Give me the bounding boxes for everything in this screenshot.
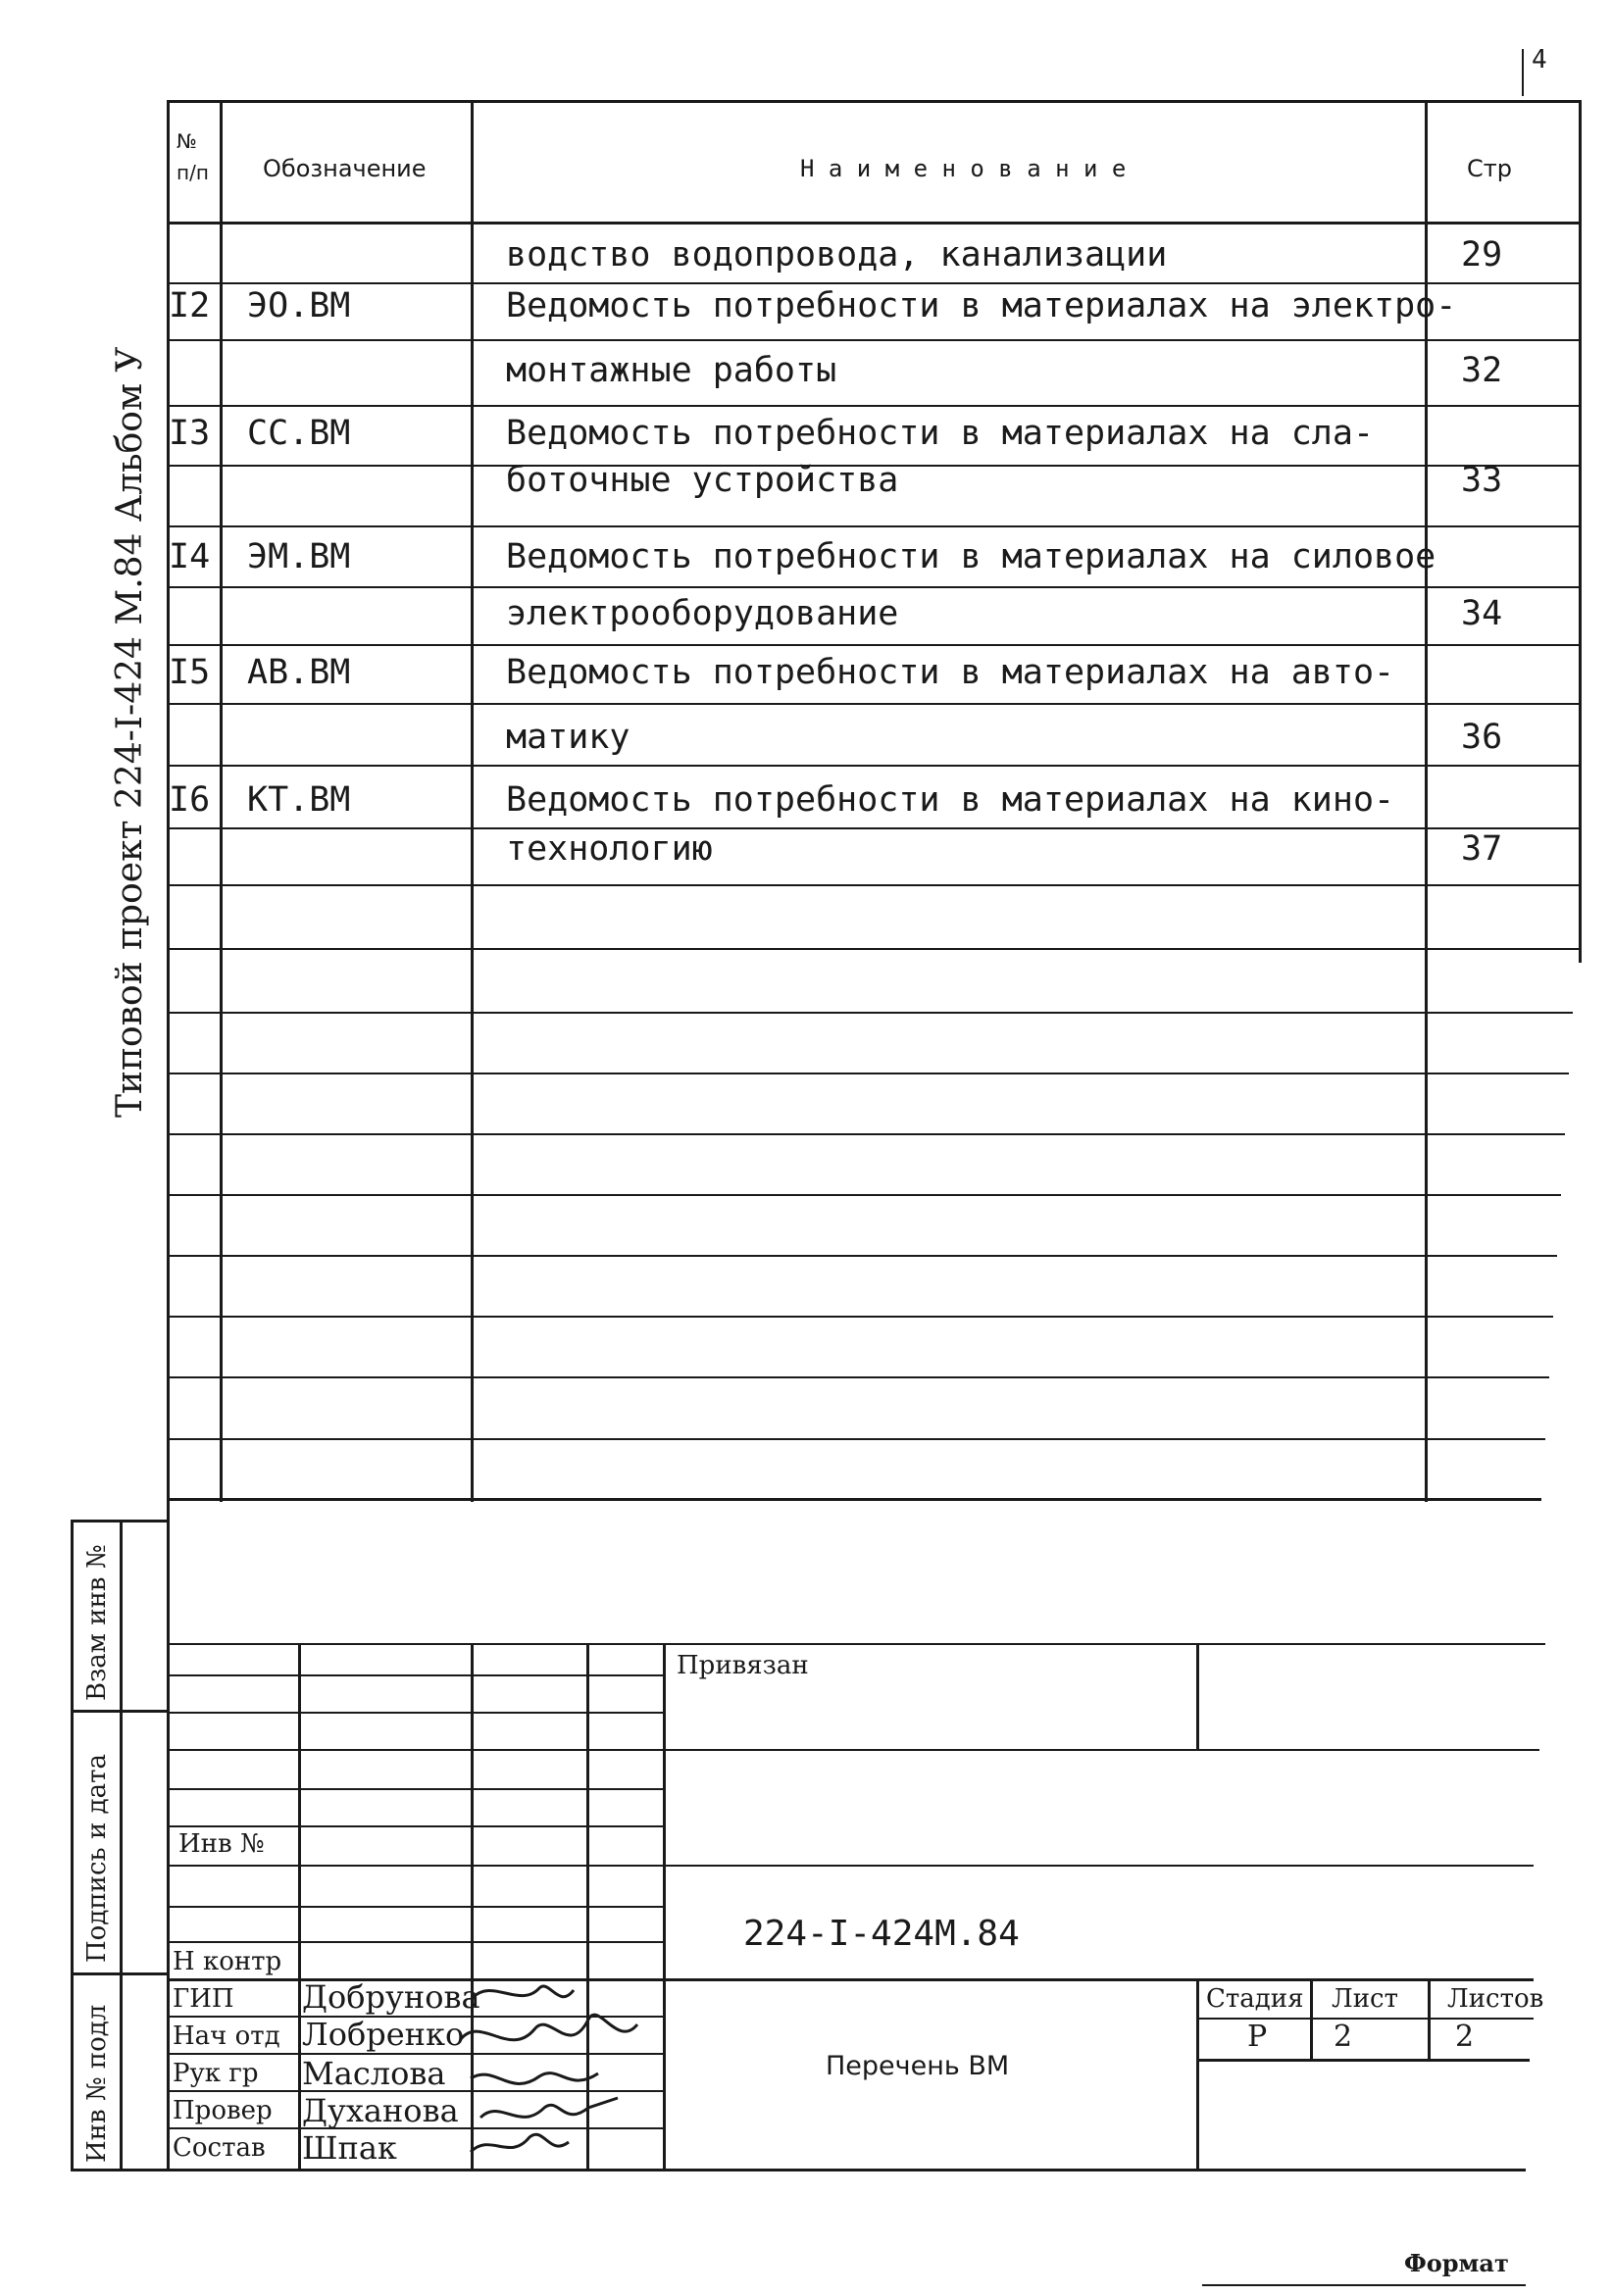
row-page: 36 [1461, 718, 1503, 757]
sheets-value: 2 [1455, 2020, 1475, 2054]
row-name: электрооборудование [506, 594, 899, 633]
document-code: 224-I-424М.84 [743, 1914, 1020, 1954]
signature-gip [471, 1986, 574, 2000]
stage-header: Стадия [1206, 1984, 1304, 2014]
row-name: матику [506, 718, 630, 757]
role-ruk-gr: Рук гр [173, 2059, 259, 2088]
side-project-label: Типовой проект 224-I-424 М.84 Альбом У [110, 346, 150, 1118]
header-page: Стр [1467, 155, 1512, 182]
row-designation: АВ.ВМ [247, 653, 351, 692]
row-page: 37 [1461, 829, 1503, 869]
role-n-kontr: Н контр [173, 1947, 282, 1976]
privyazan-label: Привязан [677, 1651, 809, 1680]
row-num: I5 [169, 653, 211, 692]
row-page: 33 [1461, 461, 1503, 500]
inv-label: Инв № [178, 1829, 265, 1859]
header-num: № п/п [176, 129, 209, 184]
name-prover: Духанова [302, 2092, 459, 2129]
name-gip: Добрунова [302, 1978, 480, 2016]
stage-value: Р [1247, 2020, 1268, 2054]
signature-ruk-gr [471, 2073, 598, 2084]
name-ruk-gr: Маслова [302, 2055, 446, 2092]
row-num: I3 [169, 414, 211, 453]
page-number-divider [1522, 49, 1524, 96]
document-title: Перечень ВМ [826, 2051, 1010, 2081]
role-nach-otd: Нач отд [173, 2021, 280, 2051]
row-name: Ведомость потребности в материалах на авто- [506, 653, 1395, 692]
format-underline [1202, 2284, 1526, 2286]
row-designation: СС.ВМ [247, 414, 351, 453]
row-page: 34 [1461, 594, 1503, 633]
row-name: боточные устройства [506, 461, 899, 500]
row-page: 29 [1461, 235, 1503, 275]
signature-scribbles [451, 1971, 677, 2167]
role-gip: ГИП [173, 1984, 234, 2014]
row-page: 32 [1461, 351, 1503, 390]
sheets-header: Листов [1447, 1984, 1544, 2014]
row-designation: ЭО.ВМ [247, 286, 351, 325]
row-name: Ведомость потребности в материалах на кино- [506, 780, 1395, 820]
row-name: технологию [506, 829, 713, 869]
row-num: I6 [169, 780, 211, 820]
name-sostav: Шпак [302, 2129, 397, 2167]
signature-nach-otd [461, 2015, 637, 2040]
role-sostav: Состав [173, 2133, 266, 2163]
header-designation: Обозначение [263, 155, 427, 182]
signature-sostav [471, 2134, 569, 2152]
row-num: I4 [169, 537, 211, 576]
sheet-value: 2 [1334, 2020, 1353, 2054]
page-number: 4 [1532, 45, 1547, 75]
sheet-header: Лист [1332, 1984, 1398, 2014]
row-num: I2 [169, 286, 211, 325]
row-name: монтажные работы [506, 351, 837, 390]
header-name: Н а и м е н о в а н и е [800, 155, 1127, 182]
role-prover: Провер [173, 2096, 273, 2125]
signature-prover [480, 2098, 618, 2118]
format-label: Формат [1404, 2249, 1509, 2277]
label-podpis-data: Подпись и дата [82, 1754, 112, 1963]
row-name: Ведомость потребности в материалах на силовое [506, 537, 1436, 576]
label-vzam-inv: Взам инв № [82, 1544, 112, 1701]
row-name: Ведомость потребности в материалах на электро- [506, 286, 1457, 325]
row-designation: КТ.ВМ [247, 780, 351, 820]
label-inv-podl: Инв № подл [82, 2004, 112, 2163]
row-designation: ЭМ.ВМ [247, 537, 351, 576]
row-name: Ведомость потребности в материалах на сла- [506, 414, 1375, 453]
row-name: водство водопровода, канализации [506, 235, 1168, 275]
name-nach-otd: Лобренко [302, 2016, 465, 2053]
